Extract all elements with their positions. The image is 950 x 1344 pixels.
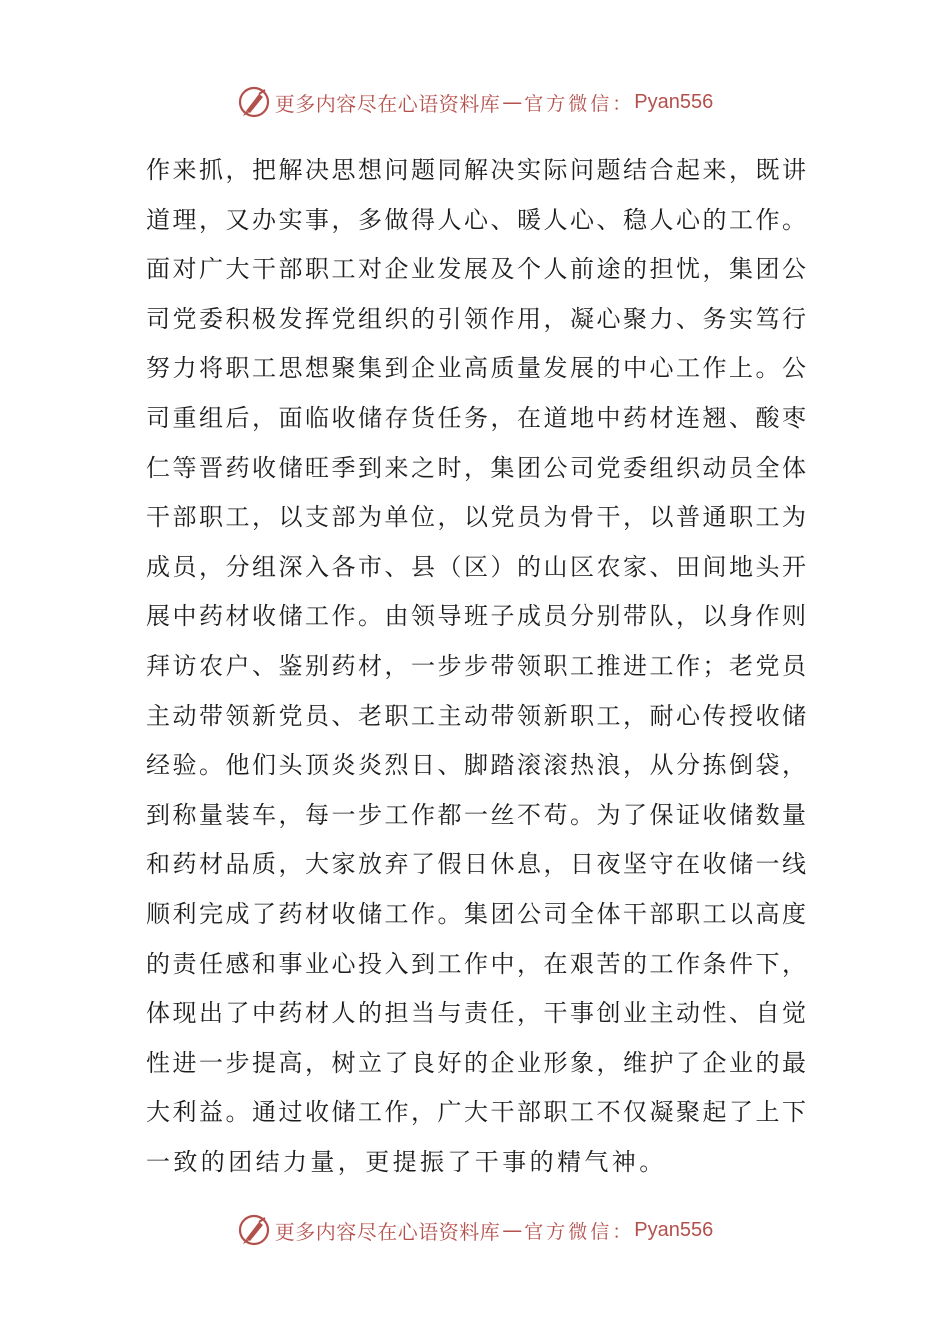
banner-dash: —	[502, 1218, 523, 1242]
text-line: 顺利完成了药材收储工作。集团公司全体干部职工以高度	[146, 899, 806, 928]
text-line: 道理，又办实事，多做得人心、暖人心、稳人心的工作。	[146, 205, 806, 234]
text-line: 主动带领新党员、老职工主动带领新职工，耐心传授收储	[146, 701, 806, 730]
text-line: 经验。他们头顶炎炎烈日、脚踏滚滚热浪，从分拣倒袋，	[146, 751, 806, 780]
banner-title: 更多内容尽在心语资料库	[274, 1219, 501, 1244]
text-line: 和药材品质，大家放弃了假日休息，日夜坚守在收储一线	[146, 850, 806, 879]
text-line: 作来抓，把解决思想问题同解决实际问题结合起来，既讲	[146, 156, 806, 184]
wechat-id: Pyan556	[634, 1218, 714, 1241]
header-banner	[0, 82, 950, 122]
pen-nib-logo-icon	[237, 1213, 271, 1247]
footer-banner	[0, 1210, 950, 1250]
text-line: 司重组后，面临收储存货任务，在道地中药材连翘、酸枣	[146, 403, 806, 432]
body-text	[146, 146, 806, 1187]
text-line: 的责任感和事业心投入到工作中，在艰苦的工作条件下，	[146, 949, 806, 978]
banner-dash: —	[502, 90, 523, 114]
text-line: 干部职工，以支部为单位，以党员为骨干，以普通职工为	[146, 503, 806, 532]
text-line: 展中药材收储工作。由领导班子成员分别带队，以身作则	[146, 602, 806, 631]
banner-title: 更多内容尽在心语资料库	[274, 91, 501, 116]
text-line: 大利益。通过收储工作，广大干部职工不仅凝聚起了上下	[146, 1098, 806, 1127]
wechat-label: 官方微信：	[524, 1220, 635, 1243]
text-line: 努力将职工思想聚集到企业高质量发展的中心工作上。公	[146, 354, 806, 383]
wechat-id: Pyan556	[634, 90, 714, 113]
text-line: 体现出了中药材人的担当与责任，干事创业主动性、自觉	[146, 999, 806, 1028]
text-line: 成员，分组深入各市、县（区）的山区农家、田间地头开	[146, 552, 806, 581]
pen-nib-logo-icon	[237, 85, 271, 119]
wechat-label: 官方微信：	[524, 92, 635, 115]
text-line-last: 一致的团结力量，更提振了干事的精气神。	[146, 1147, 667, 1176]
text-line: 性进一步提高，树立了良好的企业形象，维护了企业的最	[146, 1048, 806, 1077]
text-line: 到称量装车，每一步工作都一丝不苟。为了保证收储数量	[146, 800, 806, 829]
text-line: 拜访农户、鉴别药材，一步步带领职工推进工作；老党员	[146, 651, 806, 680]
text-line: 面对广大干部职工对企业发展及个人前途的担忧，集团公	[146, 255, 806, 284]
text-line: 司党委积极发挥党组织的引领作用，凝心聚力、务实笃行	[146, 304, 806, 333]
text-line: 仁等晋药收储旺季到来之时，集团公司党委组织动员全体	[146, 453, 806, 482]
